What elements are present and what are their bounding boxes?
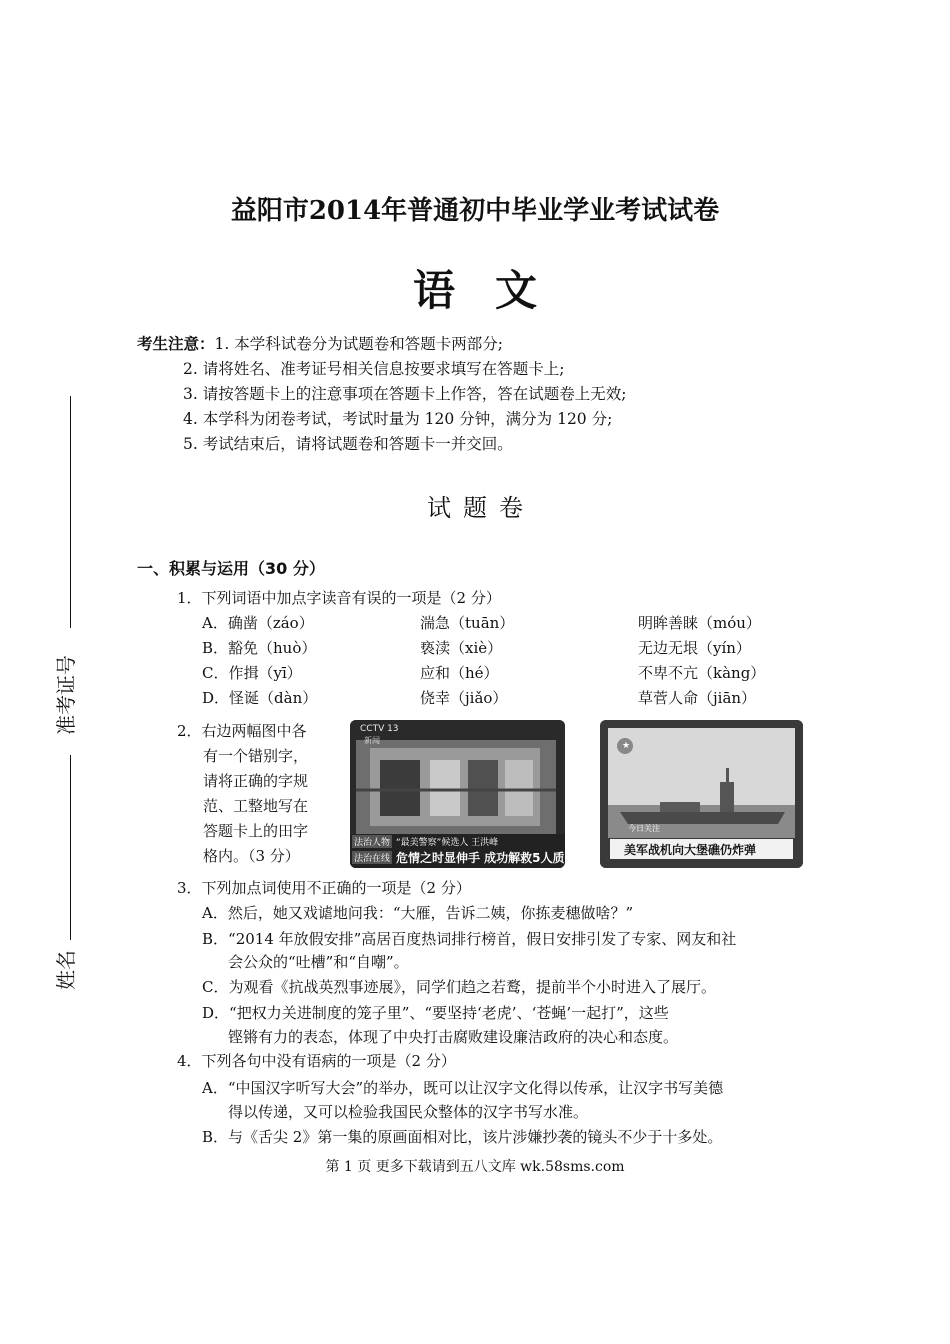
question-3-stem: 3．下列加点词使用不正确的一项是（2 分） bbox=[177, 879, 471, 897]
notice-item: 3. 请按答题卡上的注意事项在答题卡上作答，答在试题卷上无效; bbox=[183, 385, 627, 403]
q3-option-a: A．然后，她又戏谑地问我：“大雁，告诉二姨，你拣麦穗做啥？” bbox=[202, 904, 634, 922]
exam-title: 益阳市2014年普通初中毕业学业考试试卷 bbox=[230, 196, 720, 226]
q1-row-d-col3: 草菅人命（jiān） bbox=[638, 689, 757, 707]
name-line bbox=[70, 755, 71, 940]
tv-channel-logo: CCTV 13 bbox=[360, 724, 399, 734]
notice-label: 考生注意： bbox=[137, 335, 215, 353]
q2-line: 2．右边两幅图中各 bbox=[177, 722, 307, 740]
tv-tag: 今日关注 bbox=[628, 824, 660, 833]
star-icon: ★ bbox=[622, 741, 631, 751]
notice-line-1 bbox=[137, 332, 503, 354]
q1-row-b-col1: B．豁免（huò） bbox=[202, 639, 317, 657]
exam-id-label: 准考证号 bbox=[54, 655, 78, 735]
q2-line: 格内。（3 分） bbox=[203, 847, 300, 865]
q2-line: 答题卡上的田字 bbox=[203, 822, 309, 840]
question-4-stem: 4．下列各句中没有语病的一项是（2 分） bbox=[177, 1052, 456, 1070]
question-1-stem: 1．下列词语中加点字读音有误的一项是（2 分） bbox=[177, 589, 501, 607]
q1-row-c-col1: C．作揖（yī） bbox=[202, 664, 302, 682]
q1-row-b-col2: 亵渎（xiè） bbox=[420, 639, 503, 657]
part-heading: 一、积累与运用（30 分） bbox=[137, 559, 325, 578]
notice-item: 4. 本学科为闭卷考试，考试时量为 120 分钟，满分为 120 分; bbox=[183, 410, 613, 428]
q3-option-b: B．“2014 年放假安排”高居百度热词排行榜首，假日安排引发了专家、网友和社 bbox=[202, 930, 737, 948]
q3-option-d-cont: 铿锵有力的表态，体现了中央打击腐败建设廉洁政府的决心和态度。 bbox=[228, 1028, 679, 1046]
q4-option-a: A．“中国汉字听写大会”的举办，既可以让汉字文化得以传承，让汉字书写美德 bbox=[202, 1079, 724, 1097]
notice-item: 5. 考试结束后，请将试题卷和答题卡一并交回。 bbox=[183, 435, 513, 453]
q3-option-d: D．“把权力关进制度的笼子里”、“要坚持‘老虎’、‘苍蝇’一起打”，这些 bbox=[202, 1004, 669, 1022]
q2-line: 有一个错别字， bbox=[203, 747, 309, 765]
tv-news-image-1 bbox=[350, 720, 565, 868]
q1-row-a-col1: A．确凿（záo） bbox=[202, 614, 314, 632]
q1-row-c-col2: 应和（hé） bbox=[420, 664, 499, 682]
section-title: 试题卷 bbox=[427, 494, 535, 522]
q2-line: 范、工整地写在 bbox=[203, 797, 309, 815]
q1-row-c-col3: 不卑不亢（kàng） bbox=[638, 664, 766, 682]
tv-tag-1: 法治人物 bbox=[352, 835, 392, 848]
subject-title: 语文 bbox=[412, 266, 577, 315]
notice-item: 2. 请将姓名、准考证号相关信息按要求填写在答题卡上; bbox=[183, 360, 565, 378]
q3-option-b-cont: 会公众的“吐槽”和“自嘲”。 bbox=[228, 953, 409, 971]
tv-caption-2: 美军战机向大堡礁仍炸弹 bbox=[624, 843, 757, 857]
notice-item: 1. 本学科试卷分为试题卷和答题卡两部分; bbox=[214, 335, 503, 353]
q1-row-d-col1: D．怪诞（dàn） bbox=[202, 689, 318, 707]
q2-line: 请将正确的字规 bbox=[203, 772, 309, 790]
page-footer: 第 1 页 更多下载请到五八文库 wk.58sms.com bbox=[325, 1159, 625, 1175]
exam-id-line bbox=[70, 396, 71, 628]
tv-tag-2: 法治在线 bbox=[352, 851, 392, 864]
q3-option-c: C．为观看《抗战英烈事迹展》，同学们趋之若鹜，提前半个小时进入了展厅。 bbox=[202, 978, 716, 996]
q1-row-a-col3: 明眸善睐（móu） bbox=[638, 614, 761, 632]
tv-channel-sub: 新闻 bbox=[364, 736, 380, 745]
tv-caption-top: “最美警察”候选人 王洪峰 bbox=[396, 838, 499, 848]
tv-caption-1: 危情之时显伸手 成功解救5人质 bbox=[396, 851, 565, 865]
q1-row-b-col3: 无边无垠（yín） bbox=[638, 639, 751, 657]
q1-row-d-col2: 侥幸（jiǎo） bbox=[420, 689, 508, 707]
q4-option-a-cont: 得以传递，又可以检验我国民众整体的汉字书写水准。 bbox=[228, 1103, 589, 1121]
name-label: 姓名 bbox=[54, 950, 78, 990]
q4-option-b: B．与《舌尖 2》第一集的原画面相对比，该片涉嫌抄袭的镜头不少于十多处。 bbox=[202, 1128, 723, 1146]
tv-news-image-2 bbox=[600, 720, 803, 868]
q1-row-a-col2: 湍急（tuān） bbox=[420, 614, 515, 632]
